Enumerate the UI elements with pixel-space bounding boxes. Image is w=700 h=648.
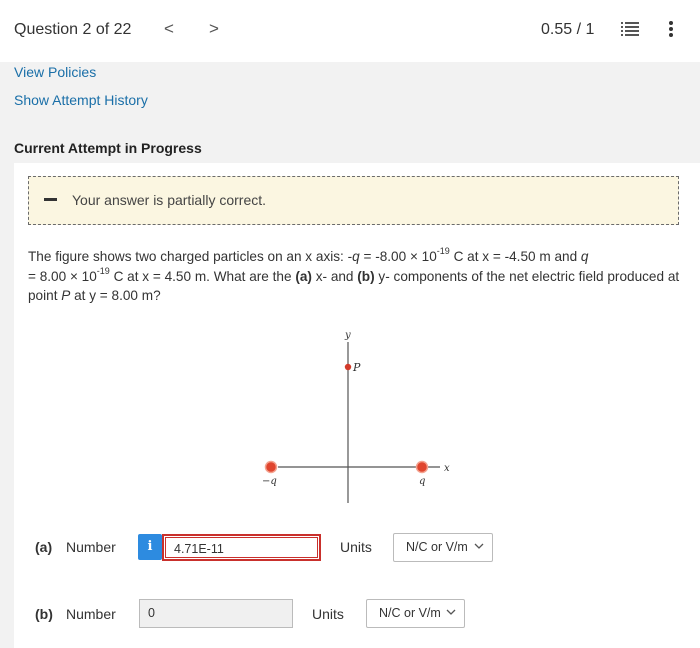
chevron-down-icon	[446, 606, 456, 620]
info-button[interactable]: i	[138, 534, 162, 560]
negative-charge-label: −q	[262, 476, 277, 487]
show-attempt-history-link[interactable]: Show Attempt History	[14, 92, 148, 108]
question-text: The figure shows two charged particles on an x axis: $-q = -8.00 \times 10^{-19}$ C at x = -4.50 m and q = $8.00 \times 10^{-19}$ C at x = 4.50 m. What are the (a) x- and (b) y- components of the net electric field produced at point P at y = 8.00 m?	[28, 246, 680, 303]
part-b-units-select[interactable]	[366, 599, 465, 628]
part-a-units-select[interactable]	[393, 533, 493, 562]
positive-charge-particle	[417, 462, 428, 473]
alert-message: Your answer is partially correct.	[72, 192, 267, 208]
part-a-label: (a)	[35, 539, 53, 555]
more-options-icon[interactable]	[668, 19, 674, 44]
next-question-button[interactable]: >	[209, 19, 219, 38]
y-axis-label: y	[345, 330, 351, 341]
part-a-number-input[interactable]	[162, 534, 321, 561]
previous-question-button[interactable]: <	[164, 19, 174, 38]
positive-charge-label: q	[419, 476, 426, 487]
part-a-number-value[interactable]: 4.71E-11	[165, 537, 318, 558]
attempt-heading: Current Attempt in Progress	[14, 140, 202, 156]
view-policies-link[interactable]: View Policies	[14, 64, 97, 80]
point-p-dot	[345, 364, 351, 370]
negative-charge-particle	[266, 462, 277, 473]
x-axis-label: x	[444, 463, 450, 474]
question-list-icon[interactable]	[621, 21, 639, 44]
charge-diagram	[248, 326, 468, 506]
part-b-number-label: Number	[66, 606, 116, 622]
part-b-units-value: N/C or V/m	[379, 606, 441, 620]
chevron-down-icon	[474, 540, 484, 554]
part-b-units-label: Units	[312, 606, 344, 622]
part-b-label: (b)	[35, 606, 53, 622]
part-a-number-label: Number	[66, 539, 116, 555]
part-b-number-input[interactable]: 0	[139, 599, 293, 628]
question-header	[0, 0, 700, 62]
part-a-units-value: N/C or V/m	[406, 540, 468, 554]
point-p-label: P	[353, 361, 361, 374]
question-counter: Question 2 of 22	[14, 21, 132, 38]
score-display: 0.55 / 1	[541, 21, 595, 38]
part-a-units-label: Units	[340, 539, 372, 555]
partial-correct-icon	[44, 198, 57, 201]
